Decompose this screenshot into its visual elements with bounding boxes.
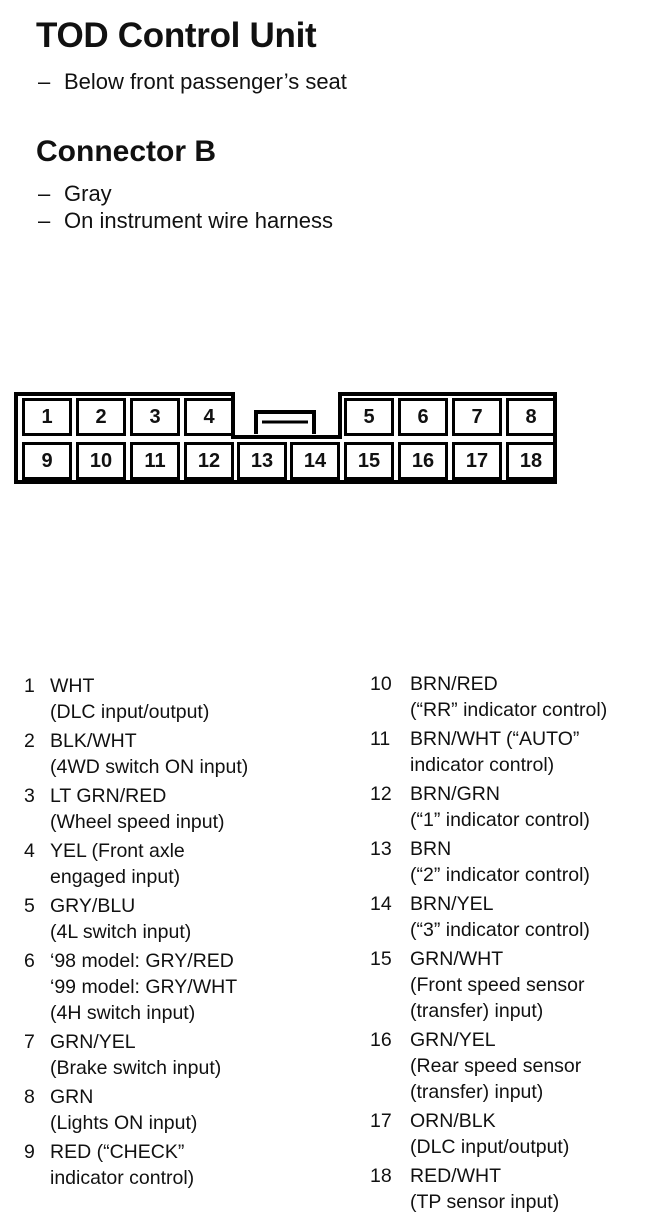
connector-harness-note bbox=[38, 207, 333, 235]
pin-number: 11 bbox=[370, 728, 391, 750]
pin-number: 16 bbox=[370, 1029, 392, 1051]
connector-pin: 11 bbox=[130, 442, 180, 480]
pin-description: (4L switch input) bbox=[50, 921, 192, 943]
pin-entry bbox=[24, 783, 248, 835]
pin-entry bbox=[24, 728, 248, 780]
pin-description: ‘99 model: GRY/WHT bbox=[50, 976, 238, 998]
pin-wire-color: BLK/WHT bbox=[50, 730, 137, 752]
pin-number: 5 bbox=[24, 895, 35, 917]
pin-description: (DLC input/output) bbox=[410, 1136, 570, 1158]
pin-description: (Front speed sensor bbox=[410, 974, 585, 996]
pin-description: (4WD switch ON input) bbox=[50, 756, 249, 778]
pin-entry bbox=[24, 893, 248, 945]
pin-description: (Rear speed sensor bbox=[410, 1055, 582, 1077]
pin-wire-color: RED (“CHECK” bbox=[50, 1141, 185, 1163]
pin-entry bbox=[24, 673, 248, 725]
pin-description: (“3” indicator control) bbox=[410, 919, 590, 941]
connector-pin: 8 bbox=[506, 398, 556, 436]
connector-pin: 2 bbox=[76, 398, 126, 436]
pin-description: (“RR” indicator control) bbox=[410, 699, 608, 721]
pin-entry bbox=[24, 948, 248, 1026]
pin-description: (4H switch input) bbox=[50, 1002, 196, 1024]
page-title: TOD Control Unit bbox=[36, 16, 317, 55]
connector-pin: 16 bbox=[398, 442, 448, 480]
connector-pin: 14 bbox=[290, 442, 340, 480]
connector-face-diagram bbox=[14, 392, 558, 484]
connector-color-note bbox=[38, 180, 112, 208]
pin-wire-color: GRN/YEL bbox=[50, 1031, 136, 1053]
connector-title: Connector B bbox=[36, 135, 216, 168]
connector-pin: 13 bbox=[237, 442, 287, 480]
pin-wire-color: BRN bbox=[410, 838, 452, 860]
pin-wire-color: LT GRN/RED bbox=[50, 785, 167, 807]
connector-pin: 5 bbox=[344, 398, 394, 436]
pin-number: 2 bbox=[24, 730, 35, 752]
connector-color-text: Gray bbox=[64, 181, 112, 206]
bullet-dash: – bbox=[38, 208, 51, 233]
pin-description: (“2” indicator control) bbox=[410, 864, 590, 886]
connector-pin: 3 bbox=[130, 398, 180, 436]
connector-pin: 10 bbox=[76, 442, 126, 480]
connector-pin: 17 bbox=[452, 442, 502, 480]
pin-number: 9 bbox=[24, 1141, 35, 1163]
pin-number: 1 bbox=[24, 675, 35, 697]
pin-wire-color: GRN/YEL bbox=[410, 1029, 496, 1051]
pin-entry bbox=[370, 726, 607, 778]
pin-description: (Wheel speed input) bbox=[50, 811, 225, 833]
pin-description: (transfer) input) bbox=[410, 1081, 544, 1103]
pin-number: 18 bbox=[370, 1165, 392, 1187]
pin-entry bbox=[370, 1163, 607, 1215]
pin-wire-color: GRN bbox=[50, 1086, 94, 1108]
pin-entry bbox=[370, 781, 607, 833]
location-text: Below front passenger’s seat bbox=[64, 69, 347, 94]
pin-number: 7 bbox=[24, 1031, 35, 1053]
pin-description: (Brake switch input) bbox=[50, 1057, 222, 1079]
pin-entry bbox=[370, 836, 607, 888]
pin-entry bbox=[24, 1139, 248, 1191]
pin-wire-color: BRN/GRN bbox=[410, 783, 500, 805]
connector-pin: 6 bbox=[398, 398, 448, 436]
pin-entry bbox=[370, 946, 607, 1024]
pin-entry bbox=[370, 1027, 607, 1105]
pin-list-left bbox=[24, 673, 248, 1194]
pin-number: 10 bbox=[370, 673, 392, 695]
pin-entry bbox=[370, 671, 607, 723]
pin-number: 13 bbox=[370, 838, 392, 860]
pin-description: engaged input) bbox=[50, 866, 181, 888]
pin-number: 12 bbox=[370, 783, 392, 805]
pin-entry bbox=[370, 891, 607, 943]
pin-description: (transfer) input) bbox=[410, 1000, 544, 1022]
connector-pin: 15 bbox=[344, 442, 394, 480]
location-note bbox=[38, 68, 347, 96]
pin-wire-color: GRY/BLU bbox=[50, 895, 136, 917]
pin-number: 8 bbox=[24, 1086, 35, 1108]
pin-description: indicator control) bbox=[50, 1167, 195, 1189]
pin-entry bbox=[24, 838, 248, 890]
connector-pin: 1 bbox=[22, 398, 72, 436]
connector-pin: 4 bbox=[184, 398, 234, 436]
pin-description: (Lights ON input) bbox=[50, 1112, 198, 1134]
pin-list-right bbox=[370, 671, 607, 1218]
pin-wire-color: ORN/BLK bbox=[410, 1110, 496, 1132]
pin-number: 3 bbox=[24, 785, 35, 807]
pin-wire-color: ‘98 model: GRY/RED bbox=[50, 950, 234, 972]
pin-entry bbox=[24, 1084, 248, 1136]
pin-entry bbox=[370, 1108, 607, 1160]
connector-pin: 12 bbox=[184, 442, 234, 480]
pin-wire-color: BRN/YEL bbox=[410, 893, 494, 915]
pin-description: indicator control) bbox=[410, 754, 555, 776]
pin-wire-color: YEL (Front axle bbox=[50, 840, 185, 862]
pin-wire-color: BRN/RED bbox=[410, 673, 498, 695]
pin-number: 4 bbox=[24, 840, 35, 862]
pin-number: 17 bbox=[370, 1110, 392, 1132]
connector-pin: 9 bbox=[22, 442, 72, 480]
pin-wire-color: GRN/WHT bbox=[410, 948, 504, 970]
pin-wire-color: WHT bbox=[50, 675, 95, 697]
connector-pin: 7 bbox=[452, 398, 502, 436]
pin-description: (“1” indicator control) bbox=[410, 809, 590, 831]
pin-description: (TP sensor input) bbox=[410, 1191, 560, 1213]
bullet-dash: – bbox=[38, 69, 51, 94]
connector-pin: 18 bbox=[506, 442, 556, 480]
pin-number: 15 bbox=[370, 948, 392, 970]
pin-description: (DLC input/output) bbox=[50, 701, 210, 723]
pin-number: 14 bbox=[370, 893, 392, 915]
pin-number: 6 bbox=[24, 950, 35, 972]
pin-entry bbox=[24, 1029, 248, 1081]
pin-wire-color: BRN/WHT (“AUTO” bbox=[410, 728, 580, 750]
pin-wire-color: RED/WHT bbox=[410, 1165, 501, 1187]
bullet-dash: – bbox=[38, 181, 51, 206]
connector-harness-text: On instrument wire harness bbox=[64, 208, 333, 233]
